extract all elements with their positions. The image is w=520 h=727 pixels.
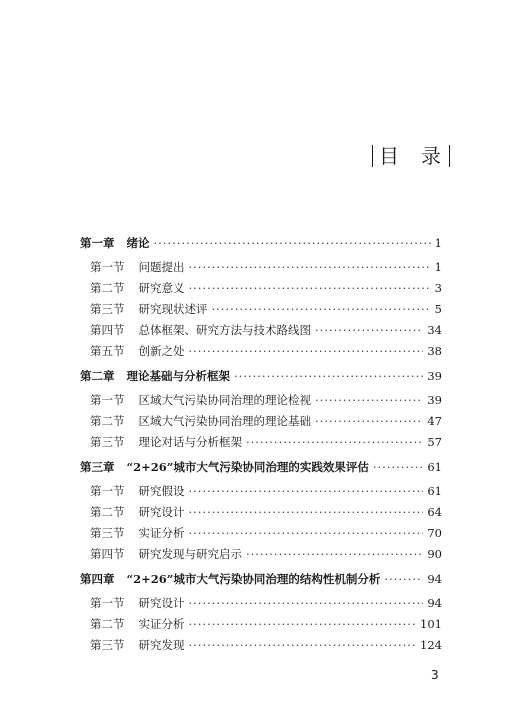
toc-chapter-row bbox=[80, 459, 442, 475]
toc-entry-number: 第三节 bbox=[90, 302, 125, 316]
toc-leader-dots bbox=[189, 616, 417, 632]
toc-entry-number: 第三节 bbox=[90, 526, 125, 540]
page-title bbox=[372, 140, 450, 169]
toc-entry-page: 38 bbox=[427, 344, 442, 358]
toc-entry-title: 区域大气污染协同治理的理论检视 bbox=[138, 393, 311, 407]
toc-entry-title: 研究设计 bbox=[138, 596, 185, 610]
toc-entry-number: 第二节 bbox=[90, 505, 125, 519]
toc-entry-page: 3 bbox=[434, 281, 442, 295]
toc-entry-title: 研究假设 bbox=[138, 484, 185, 498]
toc-entry-title: 区域大气污染协同治理的理论基础 bbox=[138, 414, 311, 428]
toc-entry-page: 34 bbox=[427, 323, 442, 337]
toc-section-row bbox=[80, 483, 442, 499]
toc-leader-dots bbox=[189, 525, 424, 541]
toc-entry-page: 94 bbox=[427, 596, 442, 610]
toc-entry-title: 创新之处 bbox=[138, 344, 185, 358]
toc-section-row bbox=[80, 546, 442, 562]
toc-leader-dots bbox=[384, 571, 423, 587]
toc-section-row bbox=[80, 301, 442, 317]
toc-entry-number: 第四节 bbox=[90, 547, 125, 561]
toc-section-row bbox=[80, 413, 442, 429]
table-of-contents bbox=[80, 230, 442, 653]
toc-leader-dots bbox=[246, 546, 423, 562]
toc-entry-title: 研究现状述评 bbox=[138, 302, 208, 316]
toc-section-row bbox=[80, 616, 442, 632]
title-bar-right bbox=[449, 145, 450, 167]
toc-entry-number: 第四章 bbox=[80, 572, 115, 586]
toc-chapter-row bbox=[80, 235, 442, 251]
toc-entry-page: 5 bbox=[434, 302, 442, 316]
toc-section-row bbox=[80, 392, 442, 408]
toc-leader-dots bbox=[189, 595, 424, 611]
toc-entry-number: 第三节 bbox=[90, 638, 125, 652]
toc-chapter-row bbox=[80, 571, 442, 587]
toc-entry-title: 研究设计 bbox=[138, 505, 185, 519]
toc-entry-title: 研究发现 bbox=[138, 638, 185, 652]
toc-entry-number: 第三节 bbox=[90, 435, 125, 449]
title-char-2: 录 bbox=[421, 144, 443, 168]
toc-entry-title: 研究发现与研究启示 bbox=[138, 547, 242, 561]
toc-entry-title: “2+26”城市大气污染协同治理的实践效果评估 bbox=[126, 460, 369, 474]
toc-entry-number: 第一节 bbox=[90, 260, 125, 274]
toc-entry-page: 101 bbox=[420, 617, 442, 631]
page-number: 3 bbox=[431, 668, 439, 682]
toc-entry-page: 47 bbox=[427, 414, 442, 428]
toc-section-row bbox=[80, 434, 442, 450]
toc-entry-page: 1 bbox=[434, 236, 442, 250]
toc-leader-dots bbox=[189, 343, 424, 359]
toc-entry-title: 问题提出 bbox=[138, 260, 185, 274]
toc-entry-number: 第四节 bbox=[90, 323, 125, 337]
toc-leader-dots bbox=[212, 301, 431, 317]
toc-section-row bbox=[80, 525, 442, 541]
toc-entry-page: 39 bbox=[427, 369, 442, 383]
toc-leader-dots bbox=[315, 413, 423, 429]
toc-leader-dots bbox=[189, 637, 417, 653]
toc-leader-dots bbox=[315, 392, 423, 408]
toc-entry-number: 第一节 bbox=[90, 484, 125, 498]
toc-entry-number: 第二节 bbox=[90, 414, 125, 428]
toc-entry-title: 理论对话与分析框架 bbox=[138, 435, 242, 449]
toc-entry-page: 39 bbox=[427, 393, 442, 407]
toc-entry-title: 绪论 bbox=[126, 236, 150, 250]
title-bar-left bbox=[372, 145, 373, 167]
toc-entry-number: 第一节 bbox=[90, 393, 125, 407]
toc-entry-page: 61 bbox=[427, 484, 442, 498]
toc-leader-dots bbox=[234, 368, 423, 384]
toc-leader-dots bbox=[246, 434, 423, 450]
toc-entry-title: 实证分析 bbox=[138, 526, 185, 540]
toc-leader-dots bbox=[154, 235, 431, 251]
toc-entry-page: 57 bbox=[427, 435, 442, 449]
toc-entry-page: 64 bbox=[427, 505, 442, 519]
toc-section-row bbox=[80, 637, 442, 653]
toc-section-row bbox=[80, 595, 442, 611]
toc-section-row bbox=[80, 322, 442, 338]
toc-entry-title: 理论基础与分析框架 bbox=[126, 369, 230, 383]
toc-entry-number: 第二节 bbox=[90, 617, 125, 631]
toc-leader-dots bbox=[189, 504, 424, 520]
toc-leader-dots bbox=[373, 459, 423, 475]
toc-section-row bbox=[80, 504, 442, 520]
toc-section-row bbox=[80, 259, 442, 275]
toc-leader-dots bbox=[189, 280, 431, 296]
toc-leader-dots bbox=[189, 259, 431, 275]
toc-entry-number: 第二章 bbox=[80, 369, 115, 383]
toc-entry-page: 90 bbox=[427, 547, 442, 561]
toc-entry-number: 第五节 bbox=[90, 344, 125, 358]
toc-entry-number: 第一节 bbox=[90, 596, 125, 610]
toc-entry-number: 第三章 bbox=[80, 460, 115, 474]
toc-section-row bbox=[80, 343, 442, 359]
toc-entry-title: 实证分析 bbox=[138, 617, 185, 631]
toc-chapter-row bbox=[80, 368, 442, 384]
toc-entry-page: 61 bbox=[427, 460, 442, 474]
toc-entry-number: 第二节 bbox=[90, 281, 125, 295]
toc-entry-page: 1 bbox=[434, 260, 442, 274]
toc-leader-dots bbox=[315, 322, 423, 338]
toc-entry-title: “2+26”城市大气污染协同治理的结构性机制分析 bbox=[126, 572, 381, 586]
toc-entry-title: 研究意义 bbox=[138, 281, 185, 295]
toc-leader-dots bbox=[189, 483, 424, 499]
toc-section-row bbox=[80, 280, 442, 296]
toc-entry-title: 总体框架、研究方法与技术路线图 bbox=[138, 323, 311, 337]
toc-entry-page: 124 bbox=[420, 638, 442, 652]
toc-entry-page: 94 bbox=[427, 572, 442, 586]
title-char-1: 目 bbox=[379, 144, 401, 168]
toc-entry-number: 第一章 bbox=[80, 236, 115, 250]
toc-entry-page: 70 bbox=[427, 526, 442, 540]
